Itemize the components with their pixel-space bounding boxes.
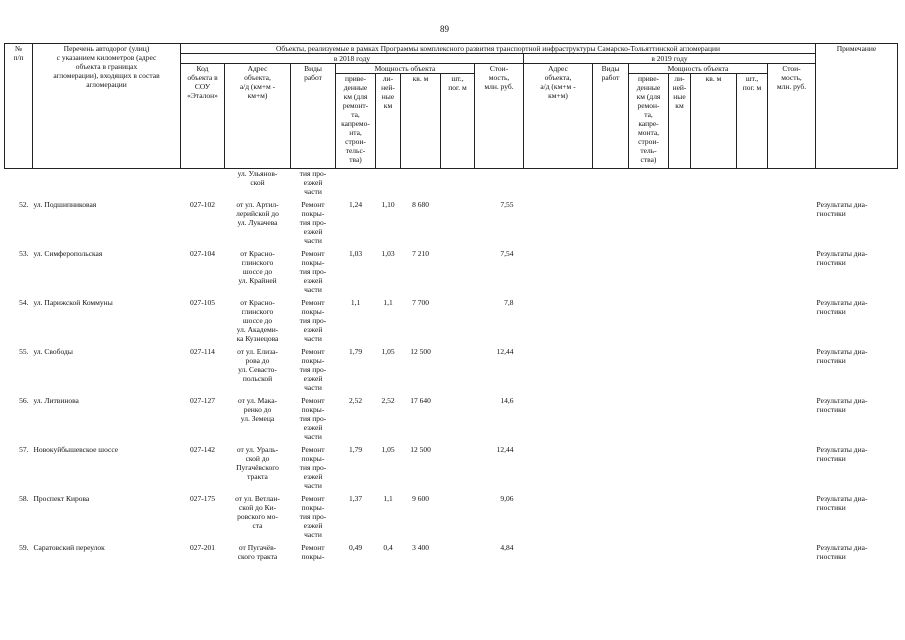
cell-cost-2019 — [768, 347, 816, 396]
col-works-2019-header: Виды работ — [593, 64, 629, 169]
cell-road-name: Новокуйбышевское шоссе — [33, 445, 119, 454]
cell-sqm: 9 600 — [412, 494, 429, 503]
cell-works-2019 — [593, 249, 629, 298]
col-sqm-header: кв. м — [401, 74, 441, 169]
cell-address: от Пугачёв- ского тракта — [237, 543, 278, 561]
cell-reduced-2019 — [629, 396, 669, 445]
cell-linear-km: 1,05 — [381, 445, 395, 454]
cell-linear-2019 — [669, 249, 691, 298]
cell-note: Результаты диа- гностики — [816, 494, 868, 512]
cell-sqm: 8 680 — [412, 200, 429, 209]
col-roads-header: Перечень автодорог (улиц) с указанием километров (адрес объекта в границах агломерации), входящих в состав агломерации — [33, 44, 181, 169]
cell-address: от ул. Ветлан- ской до Ки- ровского мо- ста — [235, 494, 280, 530]
cell-row-number: 59. — [19, 543, 29, 552]
cell-note: Результаты диа- гностики — [816, 298, 868, 316]
cell-note: Результаты диа- гностики — [816, 396, 868, 414]
cell-reduced-2019 — [629, 347, 669, 396]
cell-cost-2019 — [768, 249, 816, 298]
cell-reduced-2019 — [629, 445, 669, 494]
cell-row-number: 55. — [19, 347, 29, 356]
cell-sqm: 12 500 — [410, 445, 431, 454]
cell-code: 027-142 — [190, 445, 215, 454]
table-row — [5, 494, 898, 543]
cell-address: от Красно- глинского шоссе до ул. Крайней — [238, 249, 277, 285]
year-2018-header: в 2018 году — [181, 54, 524, 64]
cell-code: 027-127 — [190, 396, 215, 405]
cell-reduced-2019 — [629, 298, 669, 347]
cell-cost-2019 — [768, 298, 816, 347]
col-works-header: Виды работ — [291, 64, 336, 169]
cell-address: от ул. Ураль- ской до Пугачёвского тракта — [236, 445, 279, 481]
cell-reduced-km: 1,37 — [348, 494, 363, 503]
cell-cost: 7,54 — [500, 249, 514, 258]
cell-linear-2019 — [669, 347, 691, 396]
cell-pcs-2019 — [737, 445, 768, 494]
cell-linear-km: 1,03 — [381, 249, 395, 258]
cell-reduced-2019 — [629, 200, 669, 249]
capacity-2018-header: Мощность объекта — [336, 64, 475, 74]
table-row — [5, 445, 898, 494]
cell-code: 027-105 — [190, 298, 215, 307]
cell-address-2019 — [524, 347, 593, 396]
cell-pcs-2019 — [737, 298, 768, 347]
capacity-2019-header: Мощность объекта — [629, 64, 768, 74]
continued-row — [5, 169, 898, 201]
cell-road-name: ул. Подшипниковая — [33, 200, 97, 209]
cell-address: от ул. Елиза- рова до ул. Севасто- польской — [237, 347, 278, 383]
cell-address: от Красно- глинского шоссе до ул. Академи- ка Кузнецова — [236, 298, 279, 343]
cell-works: Ремонт покры- тия про- езжей части — [299, 396, 327, 441]
cell-row-number: 54. — [19, 298, 29, 307]
cell-linear-2019 — [669, 445, 691, 494]
col-num-header: № п/п — [5, 44, 33, 169]
cell-cost-2019 — [768, 543, 816, 592]
cell-works-2019 — [593, 347, 629, 396]
cell-sqm-2019 — [691, 347, 737, 396]
cell-pcs-2019 — [737, 200, 768, 249]
cell-works-2019 — [593, 200, 629, 249]
cell-sqm-2019 — [691, 200, 737, 249]
table-row — [5, 543, 898, 592]
cell-linear-km: 1,1 — [383, 298, 393, 307]
cell-pcs-2019 — [737, 396, 768, 445]
col-linear-2019-header: ли- ней- ные км — [669, 74, 691, 169]
cell-linear-2019 — [669, 494, 691, 543]
col-note-header: Примечание — [816, 44, 898, 169]
cell-address-2019 — [524, 200, 593, 249]
cell-pcs — [441, 445, 475, 494]
cell-pcs-2019 — [737, 249, 768, 298]
cell-address-2019 — [524, 396, 593, 445]
col-cost-2019-header: Стои- мость, млн. руб. — [768, 64, 816, 169]
cell-linear-2019 — [669, 200, 691, 249]
cell-reduced-2019 — [629, 249, 669, 298]
cell-reduced-2019 — [629, 543, 669, 592]
cell-cost: 9,06 — [500, 494, 514, 503]
cell-works-2019 — [593, 494, 629, 543]
table-row — [5, 347, 898, 396]
cell-linear-km: 1,10 — [381, 200, 395, 209]
col-sqm-2019-header: кв. м — [691, 74, 737, 169]
cell-linear-2019 — [669, 396, 691, 445]
cell-address-2019 — [524, 445, 593, 494]
cell-works-2019 — [593, 445, 629, 494]
cell-pcs-2019 — [737, 543, 768, 592]
cell-address: от ул. Артил- лерийской до ул. Лукачева — [236, 200, 279, 227]
cell-sqm: 17 640 — [410, 396, 431, 405]
cell-address-2019 — [524, 298, 593, 347]
col-pcs-header: шт., пог. м — [441, 74, 475, 169]
cell-road-name: ул. Симферопольская — [33, 249, 103, 258]
table-row — [5, 298, 898, 347]
cell-address: ул. Ульянов- ской — [237, 169, 278, 187]
cell-works: Ремонт покры- тия про- езжей части — [299, 494, 327, 539]
cell-works: тия про- езжей части — [299, 169, 327, 196]
cell-address-2019 — [524, 494, 593, 543]
cell-linear-2019 — [669, 543, 691, 592]
cell-pcs — [441, 347, 475, 396]
col-cost-header: Стои- мость, млн. руб. — [475, 64, 524, 169]
cell-road-name: Проспект Кирова — [33, 494, 90, 503]
cell-sqm: 3 400 — [412, 543, 429, 552]
objects-header: Объекты, реализуемые в рамках Программы комплексного развития транспортной инфраструктуры Самарско-Тольяттинской агломерации — [181, 44, 816, 54]
cell-reduced-km: 1,1 — [350, 298, 361, 307]
cell-note: Результаты диа- гностики — [816, 543, 868, 561]
cell-linear-km: 2,52 — [381, 396, 395, 405]
cell-note: Результаты диа- гностики — [816, 347, 868, 365]
cell-pcs-2019 — [737, 347, 768, 396]
cell-works-2019 — [593, 543, 629, 592]
cell-address-2019 — [524, 543, 593, 592]
cell-row-number: 53. — [19, 249, 29, 258]
cell-row-number: 52. — [19, 200, 29, 209]
cell-code: 027-104 — [190, 249, 215, 258]
cell-note: Результаты диа- гностики — [816, 249, 868, 267]
cell-cost: 12,44 — [496, 347, 514, 356]
cell-pcs — [441, 543, 475, 592]
cell-address-2019 — [524, 249, 593, 298]
cell-cost-2019 — [768, 396, 816, 445]
cell-works: Ремонт покры- тия про- езжей части — [299, 298, 327, 343]
cell-sqm-2019 — [691, 298, 737, 347]
cell-linear-km: 0,4 — [383, 543, 393, 552]
cell-sqm: 12 500 — [410, 347, 431, 356]
cell-reduced-2019 — [629, 494, 669, 543]
cell-pcs — [441, 249, 475, 298]
cell-road-name: Саратовский переулок — [33, 543, 105, 552]
cell-reduced-km: 1,24 — [348, 200, 363, 209]
cell-sqm: 7 210 — [412, 249, 429, 258]
cell-cost-2019 — [768, 200, 816, 249]
cell-sqm-2019 — [691, 445, 737, 494]
cell-linear-km: 1,1 — [383, 494, 393, 503]
cell-code: 027-114 — [190, 347, 215, 356]
col-linear-header: ли- ней- ные км — [376, 74, 401, 169]
cell-sqm-2019 — [691, 249, 737, 298]
cell-code: 027-102 — [190, 200, 215, 209]
col-reduced-header: приве- денные км (для ремонт- та, капремо- нта, строи- тельс- тва) — [336, 74, 376, 169]
cell-pcs — [441, 396, 475, 445]
cell-reduced-km: 2,52 — [348, 396, 363, 405]
cell-works: Ремонт покры- тия про- езжей части — [299, 200, 327, 245]
year-2019-header: в 2019 году — [524, 54, 816, 64]
cell-cost: 7,8 — [504, 298, 514, 307]
cell-cost: 14,6 — [500, 396, 514, 405]
cell-note: Результаты диа- гностики — [816, 200, 868, 218]
cell-road-name: ул. Свободы — [33, 347, 73, 356]
cell-works: Ремонт покры- тия про- езжей части — [299, 347, 327, 392]
table-row — [5, 200, 898, 249]
col-reduced-2019-header: приве- денные км (для ремон- та, капре- монта, строи- тель- ства) — [629, 74, 669, 169]
cell-code: 027-201 — [190, 543, 215, 552]
cell-address: от ул. Мака- ренко до ул. Земеца — [237, 396, 278, 423]
cell-cost-2019 — [768, 445, 816, 494]
cell-sqm-2019 — [691, 396, 737, 445]
cell-works-2019 — [593, 298, 629, 347]
cell-reduced-km: 1,03 — [348, 249, 363, 258]
cell-row-number: 58. — [19, 494, 29, 503]
col-code-header: Код объекта в СОУ «Эталон» — [181, 64, 225, 169]
cell-sqm-2019 — [691, 543, 737, 592]
cell-row-number: 57. — [19, 445, 29, 454]
cell-works: Ремонт покры- — [301, 543, 325, 561]
cell-works-2019 — [593, 396, 629, 445]
roads-table — [4, 43, 898, 592]
cell-road-name: ул. Литвинова — [33, 396, 79, 405]
cell-row-number: 56. — [19, 396, 29, 405]
cell-reduced-km: 0,49 — [348, 543, 363, 552]
cell-pcs — [441, 298, 475, 347]
cell-note: Результаты диа- гностики — [816, 445, 868, 463]
cell-code: 027-175 — [190, 494, 215, 503]
col-address-2019-header: Адрес объекта, а/д (км+м - км+м) — [524, 64, 593, 169]
cell-pcs — [441, 494, 475, 543]
cell-road-name: ул. Парижской Коммуны — [33, 298, 113, 307]
cell-linear-km: 1,05 — [381, 347, 395, 356]
cell-reduced-km: 1,79 — [348, 347, 363, 356]
cell-cost-2019 — [768, 494, 816, 543]
cell-pcs — [441, 200, 475, 249]
cell-reduced-km: 1,79 — [348, 445, 363, 454]
cell-linear-2019 — [669, 298, 691, 347]
cell-works: Ремонт покры- тия про- езжей части — [299, 445, 327, 490]
table-row — [5, 396, 898, 445]
cell-sqm-2019 — [691, 494, 737, 543]
cell-cost: 4,84 — [500, 543, 514, 552]
col-address-header: Адрес объекта, а/д (км+м - км+м) — [225, 64, 291, 169]
cell-pcs-2019 — [737, 494, 768, 543]
table-row — [5, 249, 898, 298]
page-number: 89 — [440, 24, 449, 34]
cell-sqm: 7 700 — [412, 298, 429, 307]
cell-cost: 12,44 — [496, 445, 514, 454]
cell-works: Ремонт покры- тия про- езжей части — [299, 249, 327, 294]
col-pcs-2019-header: шт., пог. м — [737, 74, 768, 169]
cell-cost: 7,55 — [500, 200, 514, 209]
